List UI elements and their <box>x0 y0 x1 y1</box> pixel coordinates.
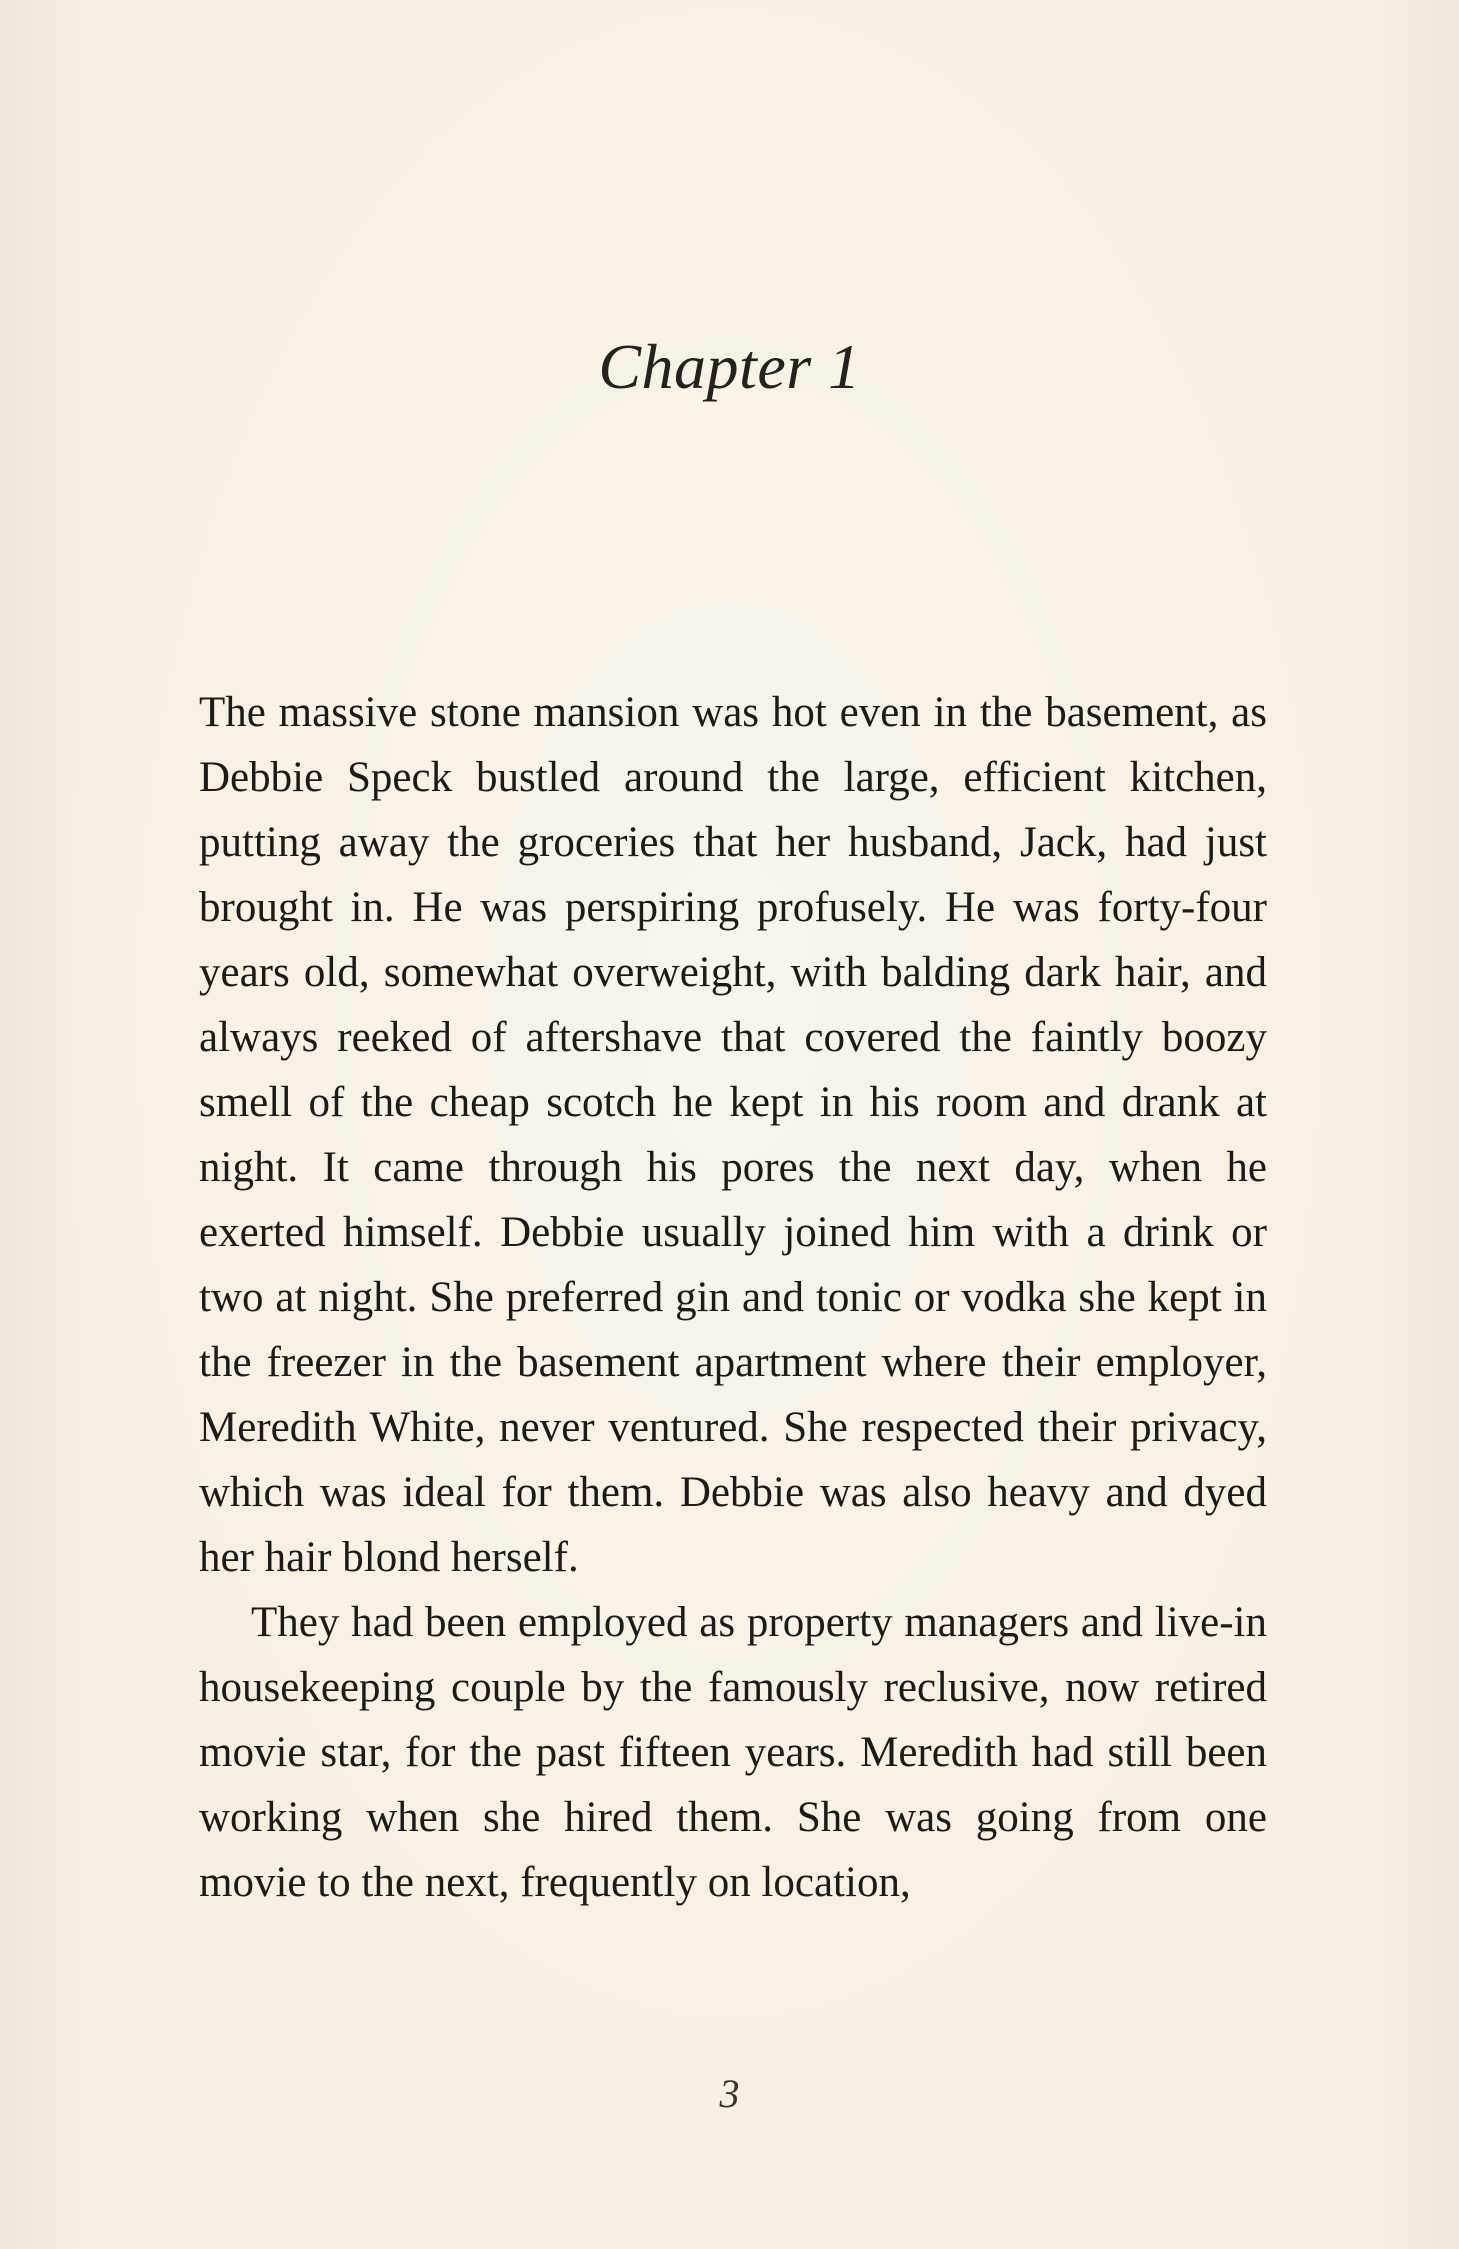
page-number: 3 <box>719 2071 740 2116</box>
body-text <box>199 680 1267 1915</box>
paragraph-2: They had been employed as property managers and live-in housekeeping couple by the famously reclusive, now retired movie star, for the past fifteen years. Meredith had still been working when she hired them. She was going from one movie to the next, frequently on location, <box>199 1599 1267 1906</box>
paragraph-1: The massive stone mansion was hot even in the basement, as Debbie Speck bustled around the large, efficient kitchen, putting away the groceries that her husband, Jack, had just brought in. He was perspiring profusely. He was forty-four years old, somewhat overweight, with balding dark hair, and always reeked of aftershave that covered the faintly boozy smell of the cheap scotch he kept in his room and drank at night. It came through his pores the next day, when he exerted himself. Debbie usually joined him with a drink or two at night. She preferred gin and tonic or vodka she kept in the freezer in the basement apartment where their employer, Meredith White, never ventured. She respected their privacy, which was ideal for them. Debbie was also heavy and dyed her hair blond herself. <box>199 689 1267 1581</box>
chapter-title: Chapter 1 <box>598 331 861 402</box>
